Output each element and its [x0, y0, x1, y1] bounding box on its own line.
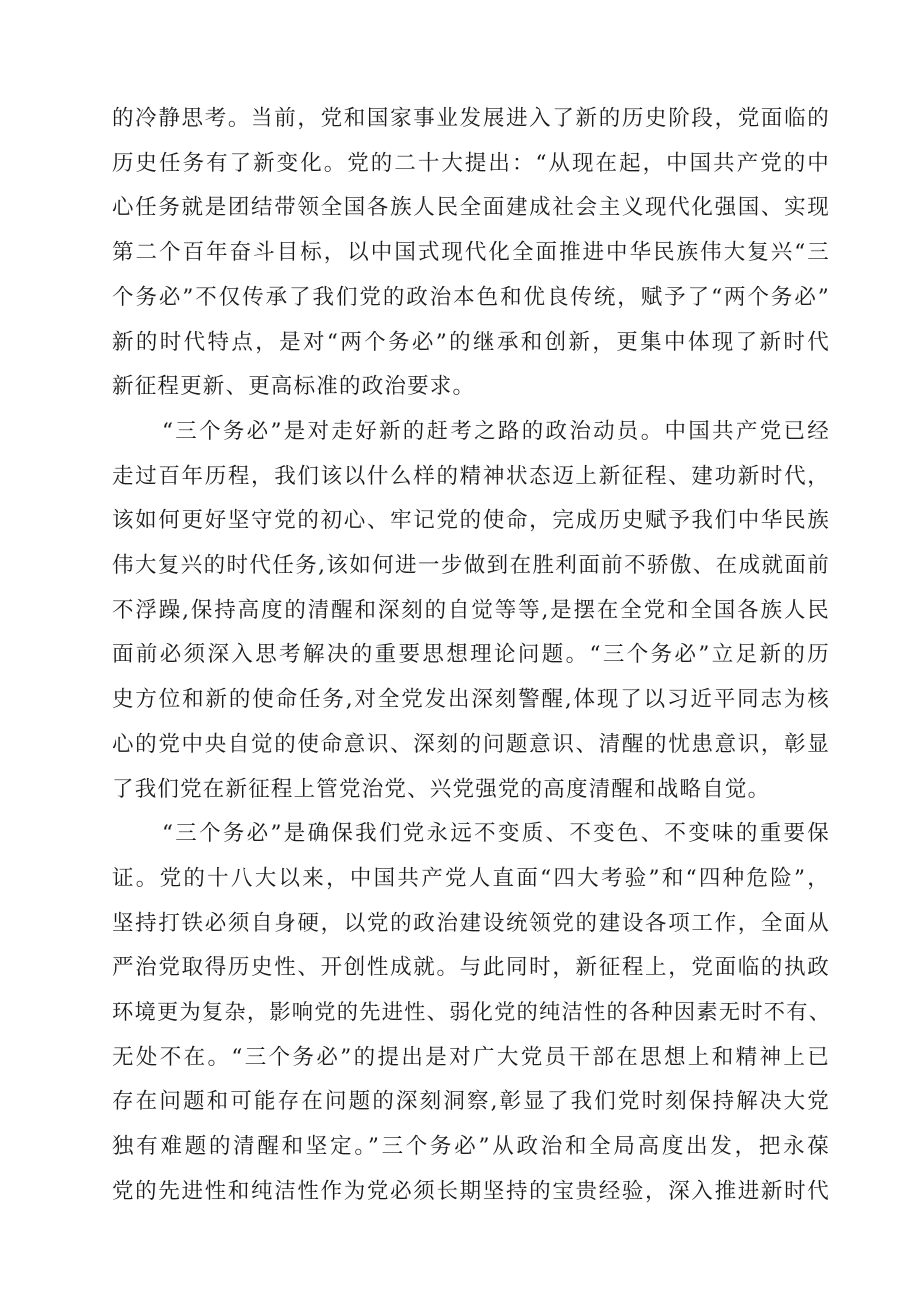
text-line: 独有难题的清醒和坚定。”三个务必”从政治和全局高度出发，把永葆 — [112, 1134, 830, 1160]
text-line: 存在问题和可能存在问题的深刻洞察,彰显了我们党时刻保持解决大党 — [112, 1089, 830, 1115]
text-line: 证。党的十八大以来，中国共产党人直面“四大考验”和“四种危险”， — [112, 865, 830, 891]
text-line: 无处不在。“三个务必”的提出是对广大党员干部在思想上和精神上已 — [112, 1044, 830, 1070]
text-line: 新的时代特点，是对“两个务必”的继承和创新，更集中体现了新时代 — [112, 329, 830, 355]
text-line: 个务必”不仅传承了我们党的政治本色和优良传统，赋予了“两个务必” — [112, 284, 830, 310]
text-line: 第二个百年奋斗目标，以中国式现代化全面推进中华民族伟大复兴“三 — [112, 240, 830, 266]
document-body — [112, 97, 830, 1215]
text-line: 伟大复兴的时代任务,该如何进一步做到在胜利面前不骄傲、在成就面前 — [112, 553, 830, 579]
paragraph-1 — [112, 97, 830, 410]
text-line: 了我们党在新征程上管党治党、兴党强党的高度清醒和战略自觉。 — [112, 776, 771, 802]
text-line: 坚持打铁必须自身硬，以党的政治建设统领党的建设各项工作，全面从 — [112, 910, 830, 936]
text-line: 该如何更好坚守党的初心、牢记党的使命，完成历史赋予我们中华民族 — [112, 508, 830, 534]
text-line: 史方位和新的使命任务,对全党发出深刻警醒,体现了以习近平同志为核 — [112, 687, 830, 713]
text-line: 严治党取得历史性、开创性成就。与此同时，新征程上，党面临的执政 — [112, 955, 830, 981]
text-line: 心任务就是团结带领全国各族人民全面建成社会主义现代化强国、实现 — [112, 195, 830, 221]
text-line: “三个务必”是对走好新的赶考之路的政治动员。中国共产党已经 — [162, 418, 830, 444]
text-line: 的冷静思考。当前，党和国家事业发展进入了新的历史阶段，党面临的 — [112, 106, 830, 131]
text-line: 新征程更新、更高标准的政治要求。 — [112, 374, 476, 400]
text-line: 走过百年历程，我们该以什么样的精神状态迈上新征程、建功新时代， — [112, 463, 830, 489]
text-line: 不浮躁,保持高度的清醒和深刻的自觉等等,是摆在全党和全国各族人民 — [112, 597, 830, 623]
text-line: 历史任务有了新变化。党的二十大提出：“从现在起，中国共产党的中 — [112, 150, 830, 176]
text-line: 党的先进性和纯洁性作为党必须长期坚持的宝贵经验，深入推进新时代 — [112, 1178, 830, 1204]
text-line: 心的党中央自觉的使命意识、深刻的问题意识、清醒的忧患意识，彰显 — [112, 731, 830, 757]
text-line: “三个务必”是确保我们党永远不变质、不变色、不变味的重要保 — [162, 821, 830, 847]
paragraph-3 — [112, 812, 830, 1214]
paragraph-2 — [112, 410, 830, 812]
text-line: 面前必须深入思考解决的重要思想理论问题。“三个务必”立足新的历 — [112, 642, 830, 668]
text-line: 环境更为复杂，影响党的先进性、弱化党的纯洁性的各种因素无时不有、 — [112, 1000, 830, 1026]
